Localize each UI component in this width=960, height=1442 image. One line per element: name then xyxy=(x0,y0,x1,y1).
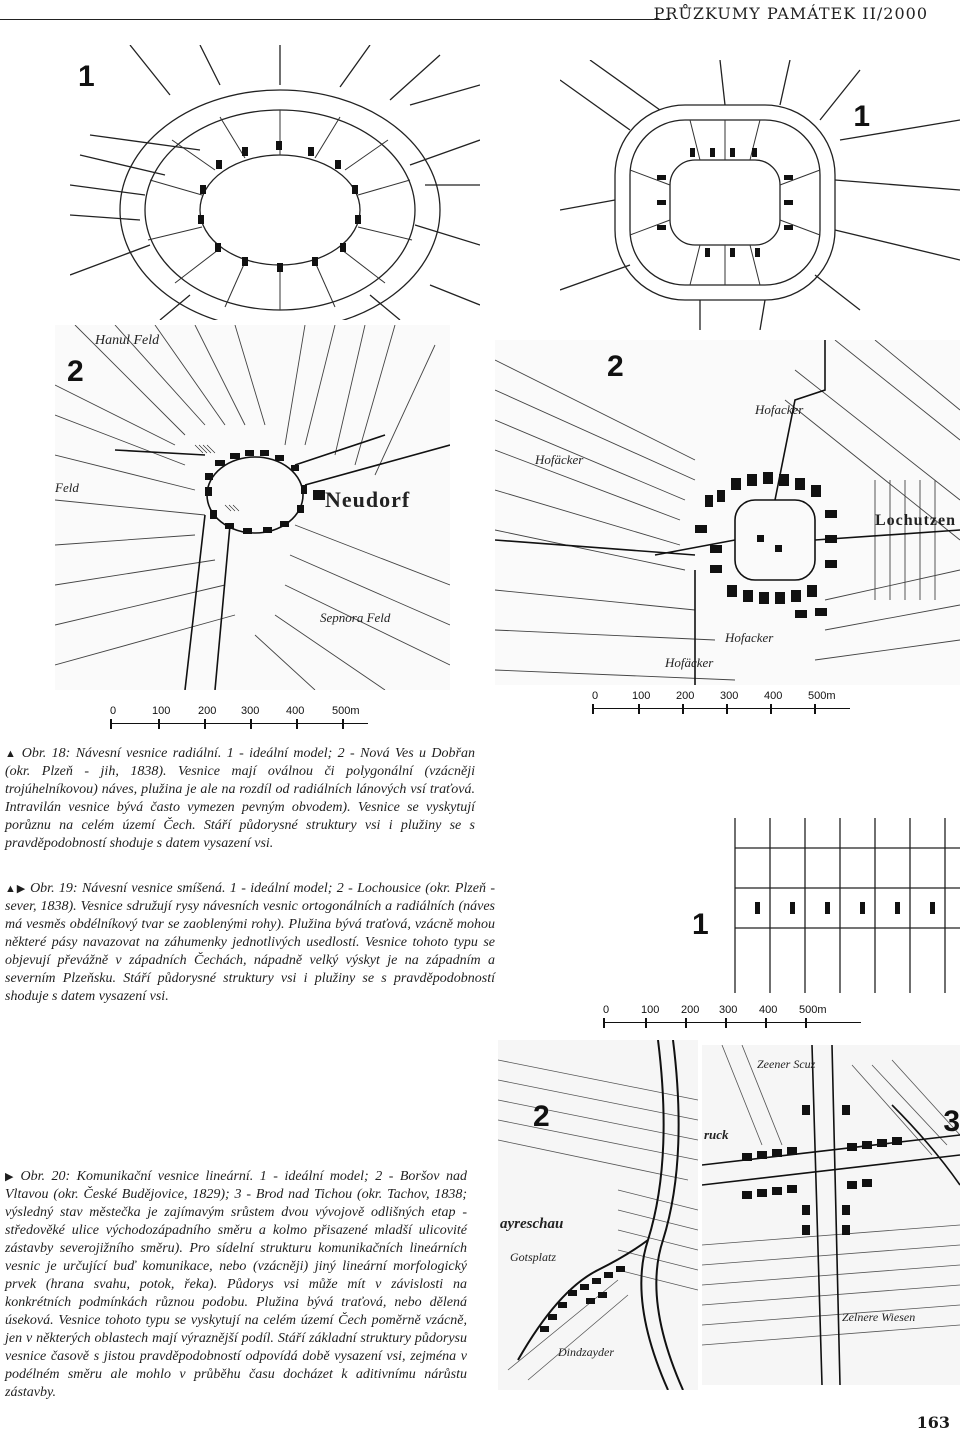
map-label: Hofacker xyxy=(725,630,774,645)
map-label: Zeener Scuz xyxy=(757,1057,816,1071)
scale-bar xyxy=(110,705,368,721)
fig20-ideal-model xyxy=(660,818,960,993)
scale-tick xyxy=(725,1018,727,1028)
caption-marker: ▶ xyxy=(5,1171,17,1183)
scale-label: 100 xyxy=(641,1004,660,1016)
scale-bar xyxy=(592,690,850,706)
scale-label: 200 xyxy=(676,690,695,702)
scale-label: 0 xyxy=(592,690,599,702)
scale-line xyxy=(592,708,850,709)
page-number: 163 xyxy=(916,1413,950,1432)
map-label: Hofäcker xyxy=(535,452,584,467)
scale-label: 300 xyxy=(720,690,739,702)
figure-number: 3 xyxy=(943,1105,960,1138)
mixed-village-drawing xyxy=(560,60,960,330)
brod-map-drawing xyxy=(702,1045,960,1385)
caption-text: Obr. 20: Komunikační vesnice lineární. 1 - ideální model; 2 - Boršov nad Vltavou (okr. České Budějovice, 1829); 3 - Brod nad Tichou (okr. Tachov, 1838; výsledný stav městečka je zajímavým srůstem dvou vývojově odlišných etap - středověké ulice východozápadního směru a kolmo přisazené mladší ulicovité zástavby severojižního směru). Pro sídelní strukturu komunikačních lineárních vesnic je určující buď komunikace, nebo (vzácněji) jiný lineární morfologický prvek (hrana svahu, potok, řeka). Půdorys vsi může mít v závislosti na konkrétních podmínkách různou podobu. Plužina bývá traťová, nebo dělená úseková. Vesnice tohoto typu se vyskytují na celém území Čech poměrně vzácně, jen v některých oblastech mají výraznější podíl. Stáří základní struktury půdorysu vesnice časově s jistou pravděpodobností odpovídá době vysazení vsi, zejména v podélném směru ale mohlo v průběhu času docházet k aditivnímu nárůstu zástavby. xyxy=(5,1169,468,1400)
scale-tick xyxy=(765,1018,767,1028)
caption-text: Obr. 18: Návesní vesnice radiální. 1 - ideální model; 2 - Nová Ves u Dobřan (okr. Plzeň - jih, 1838). Vesnice mají oválnou či polygonální (vzácněji trojúhelníkovou) náves, plužina je ale na rozdíl od radiálních lánových vsí traťová. Intravilán vesnice bývá často vymezen pevným obvodem). Vesnice se vyskytují porůznu na celém území Čech. Stáří půdorysné struktury vsi i plužiny se s pravděpodobností shoduje s datem vysazení vsi. xyxy=(5,746,475,851)
scale-label: 400 xyxy=(759,1004,778,1016)
map-label: ruck xyxy=(704,1127,729,1142)
scale-label: 400 xyxy=(286,705,305,717)
map-label: Feld xyxy=(55,480,79,495)
scale-label: 500m xyxy=(799,1004,827,1016)
caption-marker: ▲ xyxy=(5,748,18,760)
scale-label: 500m xyxy=(332,705,360,717)
map-label: Sepnora Feld xyxy=(320,610,391,625)
map-label: Lochutzen xyxy=(875,512,956,529)
figure-number: 1 xyxy=(78,60,95,93)
figure-number: 2 xyxy=(533,1100,550,1133)
scale-label: 100 xyxy=(632,690,651,702)
fig20-map-brod xyxy=(702,1045,960,1385)
scale-tick xyxy=(204,719,206,729)
running-header: PRŮZKUMY PAMÁTEK II/2000 xyxy=(653,4,928,23)
header-rule xyxy=(0,19,670,20)
caption-marker: ▲▶ xyxy=(5,883,27,895)
fig18-cadastral-map xyxy=(55,325,450,690)
figure-number: 2 xyxy=(607,350,624,383)
map-label: Dindzayder xyxy=(558,1345,614,1359)
map-label: Hanul Feld xyxy=(95,333,160,348)
fig18-ideal-model xyxy=(70,45,480,320)
scale-bar xyxy=(603,1004,861,1020)
scale-label: 500m xyxy=(808,690,836,702)
scale-tick xyxy=(296,719,298,729)
scale-label: 300 xyxy=(241,705,260,717)
scale-label: 100 xyxy=(152,705,171,717)
scale-line xyxy=(110,723,368,724)
scale-tick xyxy=(814,704,816,714)
caption-fig19 xyxy=(5,880,495,1006)
figure-number: 1 xyxy=(692,908,709,941)
scale-label: 0 xyxy=(110,705,117,717)
map-label: Hofacker xyxy=(755,402,804,417)
map-label: Hofäcker xyxy=(665,655,714,670)
scale-tick xyxy=(685,1018,687,1028)
map-label: Zelnere Wiesen xyxy=(842,1310,916,1324)
scale-tick xyxy=(770,704,772,714)
fig19-ideal-model xyxy=(560,60,960,330)
scale-tick xyxy=(805,1018,807,1028)
map-label: Neudorf xyxy=(325,487,411,512)
radial-village-drawing xyxy=(70,45,480,320)
scale-label: 300 xyxy=(719,1004,738,1016)
scale-tick xyxy=(110,719,112,729)
scale-tick xyxy=(682,704,684,714)
scale-tick xyxy=(592,704,594,714)
figure-number: 2 xyxy=(67,355,84,388)
scale-label: 0 xyxy=(603,1004,610,1016)
fig19-cadastral-map xyxy=(495,340,960,685)
map-label: Gotsplatz xyxy=(510,1250,557,1264)
scale-tick xyxy=(638,704,640,714)
linear-village-drawing xyxy=(660,818,960,993)
fig20-map-borsov xyxy=(498,1040,698,1390)
caption-fig20 xyxy=(5,1168,467,1402)
caption-fig18 xyxy=(5,745,475,853)
figure-number: 1 xyxy=(853,100,870,133)
scale-tick xyxy=(726,704,728,714)
scale-label: 200 xyxy=(198,705,217,717)
scale-tick xyxy=(603,1018,605,1028)
scale-tick xyxy=(645,1018,647,1028)
scale-line xyxy=(603,1022,861,1023)
scale-label: 400 xyxy=(764,690,783,702)
caption-text: Obr. 19: Návesní vesnice smíšená. 1 - ideální model; 2 - Lochousice (okr. Plzeň - sever, 1838). Vesnice sdružují rysy návesních vesnic ortogonálních a radiálních (náves má vesměs obdélníkový tvar se zaoblenými rohy). Plužina bývá traťová, vzácně mohou některé pásy navazovat na záhumenky jednotlivých usedlostí. Vesnice tohoto typu se objevují převážně v západních Čechách, nápadně velký výskyt je na západním a severním Plzeňsku. Stáří půdorysné struktury vsi i plužiny se s pravděpodobností shoduje s datem vysazení vsi. xyxy=(5,881,495,1004)
map-label: ayreschau xyxy=(500,1216,564,1232)
scale-tick xyxy=(342,719,344,729)
scale-tick xyxy=(158,719,160,729)
scale-label: 200 xyxy=(681,1004,700,1016)
borsov-map-drawing xyxy=(498,1040,698,1390)
scale-tick xyxy=(250,719,252,729)
